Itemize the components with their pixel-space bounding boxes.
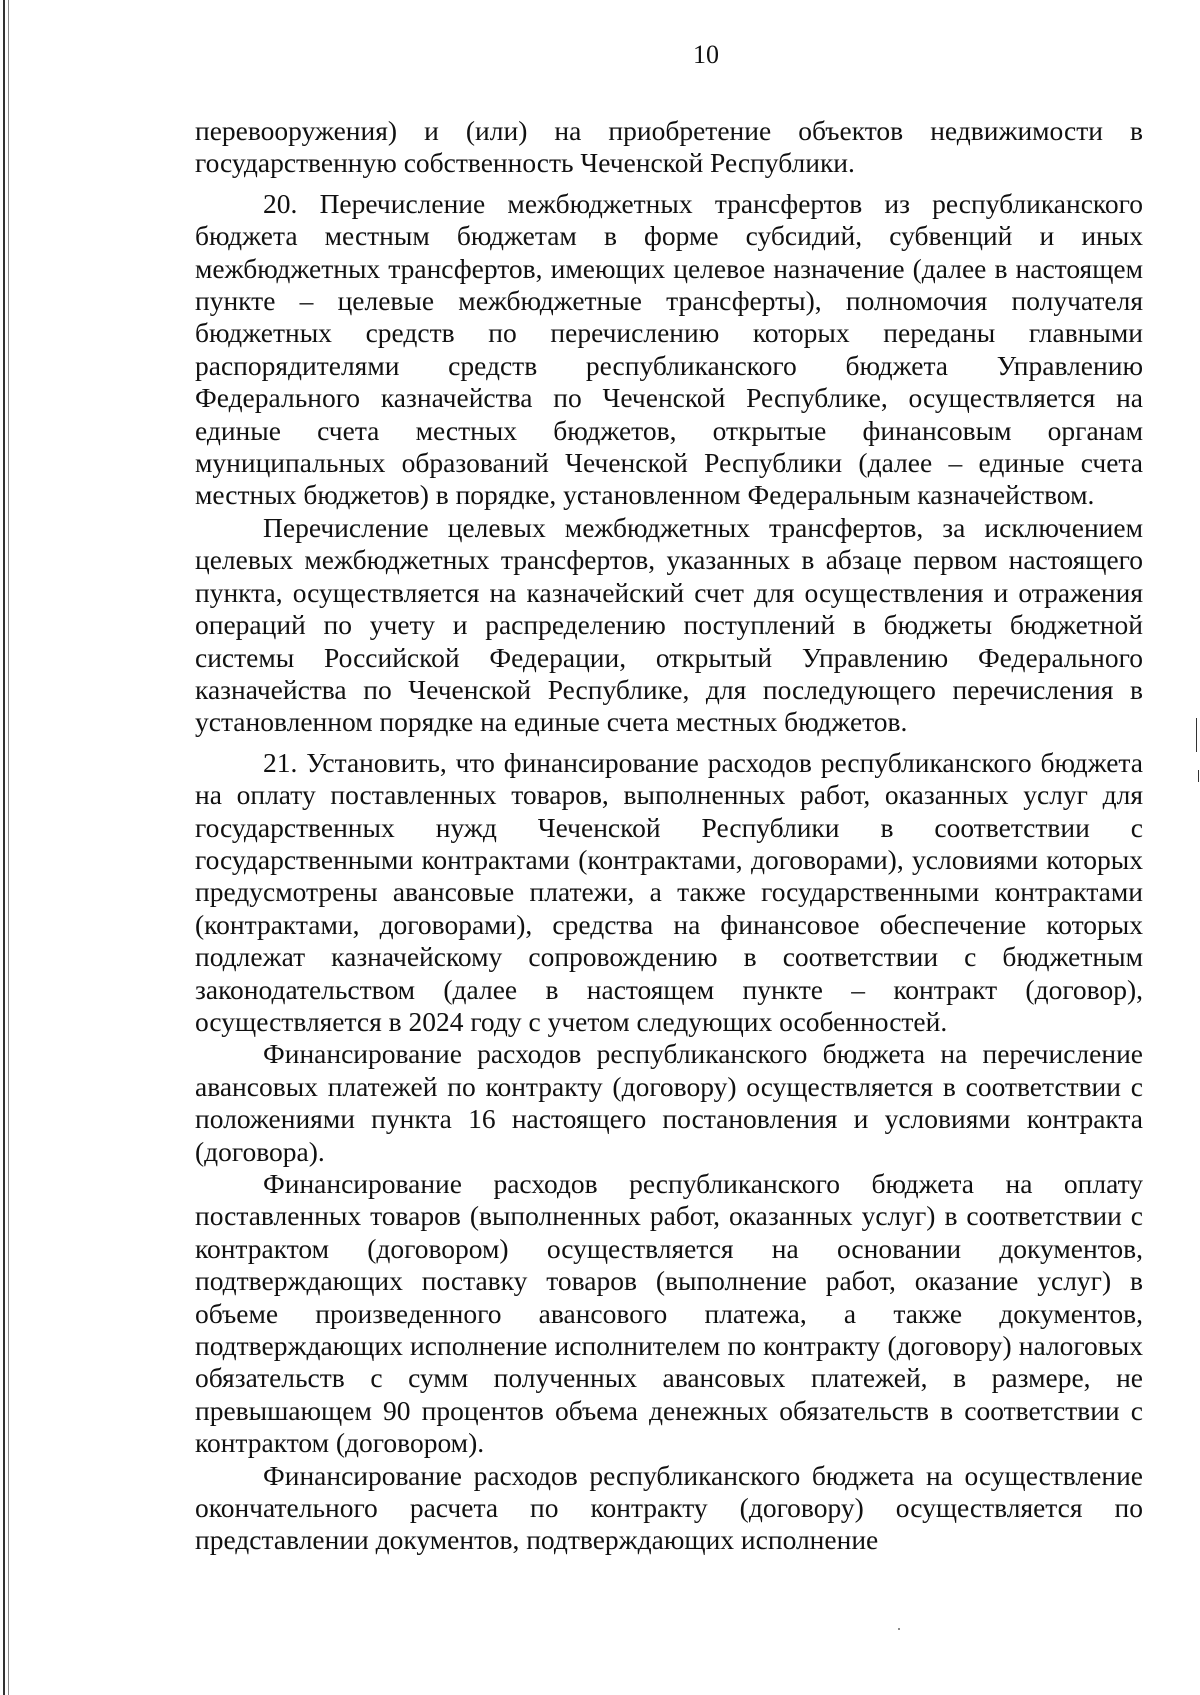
paragraph-item-21-final: Финансирование расходов республиканского бюджета на осуществление окончательного расчета по контракту (договору) осуществляется по представлении документов, подтверждающих исполнение — [195, 1459, 1143, 1556]
scan-edge-right-tick — [1198, 770, 1199, 782]
page-number: 10 — [693, 40, 719, 69]
document-body — [195, 115, 1143, 1557]
paragraph-item-20: 20. Перечисление межбюджетных трансфертов из республиканского бюджета местным бюджетам в форме субсидий, субвенций и иных межбюджетных трансфертов, имеющих целевое назначение (далее в настоящем пункте – целевые межбюджетные трансферты), полномочия получателя бюджетных средств по перечислению которых переданы главными распорядителями средств республиканского бюджета Управлению Федерального казначейства по Чеченской Республике, осуществляется на единые счета местных бюджетов, открытые финансовым органам муниципальных образований Чеченской Республики (далее – единые счета местных бюджетов) в порядке, установленном Федеральным казначейством. — [195, 187, 1143, 511]
scan-speck — [898, 1628, 900, 1630]
paragraph-item-20-second: Перечисление целевых межбюджетных трансфертов, за исключением целевых межбюджетных трансфертов, указанных в абзаце первом настоящего пункта, осуществляется на казначейский счет для осуществления и отражения операций по учету и распределению поступлений в бюджеты бюджетной системы Российской Федерации, открытый Управлению Федерального казначейства по Чеченской Республике, для последующего перечисления в установленном порядке на единые счета местных бюджетов. — [195, 511, 1143, 738]
scan-edge-right-mark — [1196, 718, 1197, 752]
paragraph-item-21-payment: Финансирование расходов республиканского бюджета на оплату поставленных товаров (выполненных работ, оказанных услуг) в соответствии с контрактом (договором) осуществляется на основании документов, подтверждающих поставку товаров (выполнение работ, оказание услуг) в объеме произведенного авансового платежа, а также документов, подтверждающих исполнение исполнителем по контракту (договору) налоговых обязательств с сумм полученных авансовых платежей, в размере, не превышающем 90 процентов объема денежных обязательств в соответствии с контрактом (договором). — [195, 1168, 1143, 1459]
paragraph-item-21: 21. Установить, что финансирование расходов республиканского бюджета на оплату поставленных товаров, выполненных работ, оказанных услуг для государственных нужд Чеченской Республики в соответствии с государственными контрактами (контрактами, договорами), условиями которых предусмотрены авансовые платежи, а также государственными контрактами (контрактами, договорами), средства на финансовое обеспечение которых подлежат казначейскому сопровождению в соответствии с бюджетным законодательством (далее в настоящем пункте – контракт (договор), осуществляется в 2024 году с учетом следующих особенностей. — [195, 746, 1143, 1037]
paragraph-item-21-advance: Финансирование расходов республиканского бюджета на перечисление авансовых платежей по контракту (договору) осуществляется в соответствии с положениями пункта 16 настоящего постановления и условиями контракта (договора). — [195, 1038, 1143, 1167]
scan-edge-left — [3, 0, 5, 1695]
scan-edge-left-inner — [8, 0, 9, 1695]
paragraph-continuation: перевооружения) и (или) на приобретение объектов недвижимости в государственную собственность Чеченской Республики. — [195, 115, 1143, 179]
